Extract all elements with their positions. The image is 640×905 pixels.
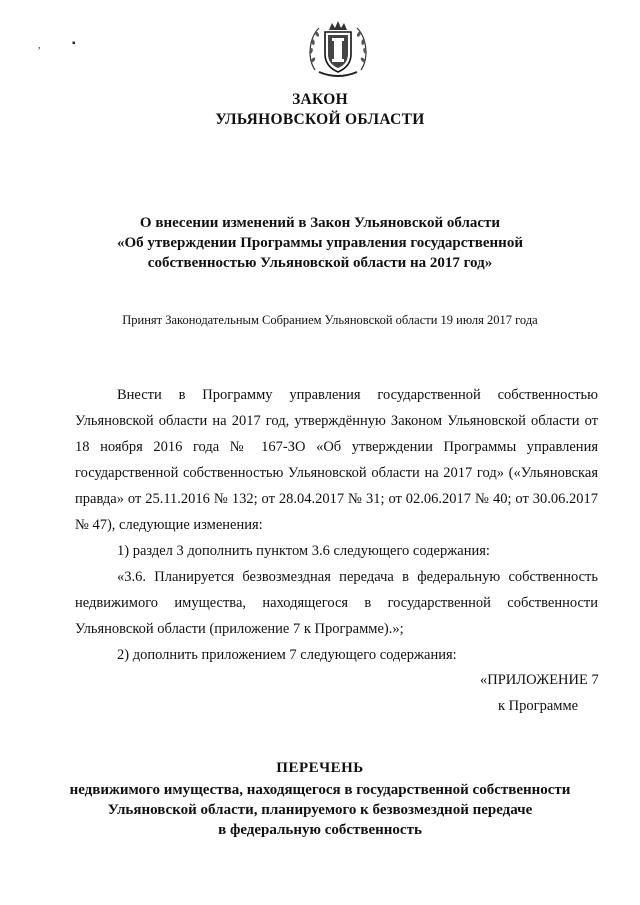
list-subtitle-line: Ульяновской области, планируемого к безвозмездной передаче: [107, 802, 533, 818]
law-title-line: УЛЬЯНОВСКОЙ ОБЛАСТИ: [215, 111, 425, 128]
adoption-note: Принят Законодательным Собранием Ульяновской области 19 июля 2017 года: [122, 313, 538, 327]
document-title-line: собственностью Ульяновской области на 2017 год»: [147, 255, 493, 271]
body-paragraph: 1) раздел 3 дополнить пунктом 3.6 следующего содержания:: [117, 543, 490, 559]
list-title: ПЕРЕЧЕНЬ: [276, 760, 364, 776]
scan-mark: ▪: [72, 38, 76, 49]
body-paragraph: 2) дополнить приложением 7 следующего содержания:: [117, 647, 457, 663]
document-title-line: «Об утверждении Программы управления государственной: [117, 235, 523, 251]
scan-mark: ,: [38, 40, 41, 51]
body-paragraph: Внести в Программу управления государственной собственностью Ульяновской области на 2017 год, утверждённую Законом Ульяновской области от 18 ноября 2016 года № 167-ЗО «Об утверждении Программы управления государственной собственностью Ульяновской области на 2017 год» («Ульяновская правда» от 25.11.2016 № 132; от 28.04.2017 № 31; от 02.06.2017 № 40; от 30.06.2017 № 47), следующие изменения:: [75, 387, 598, 533]
body-paragraph: «3.6. Планируется безвозмездная передача в федеральную собственность недвижимого имущества, находящегося в государственной собственности Ульяновской области (приложение 7 к Программе).»;: [75, 569, 598, 637]
law-title: [0, 90, 640, 130]
list-subtitle-line: недвижимого имущества, находящегося в государственной собственности: [69, 782, 571, 798]
appendix-reference: к Программе: [498, 698, 579, 714]
document-title: [30, 213, 610, 273]
list-heading: [30, 758, 610, 840]
list-subtitle-line: в федеральную собственность: [218, 822, 422, 838]
appendix-label: «ПРИЛОЖЕНИЕ 7: [480, 672, 599, 688]
coat-of-arms-icon: [305, 18, 371, 80]
law-title-line: ЗАКОН: [292, 91, 348, 108]
document-title-line: О внесении изменений в Закон Ульяновской области: [139, 215, 501, 231]
